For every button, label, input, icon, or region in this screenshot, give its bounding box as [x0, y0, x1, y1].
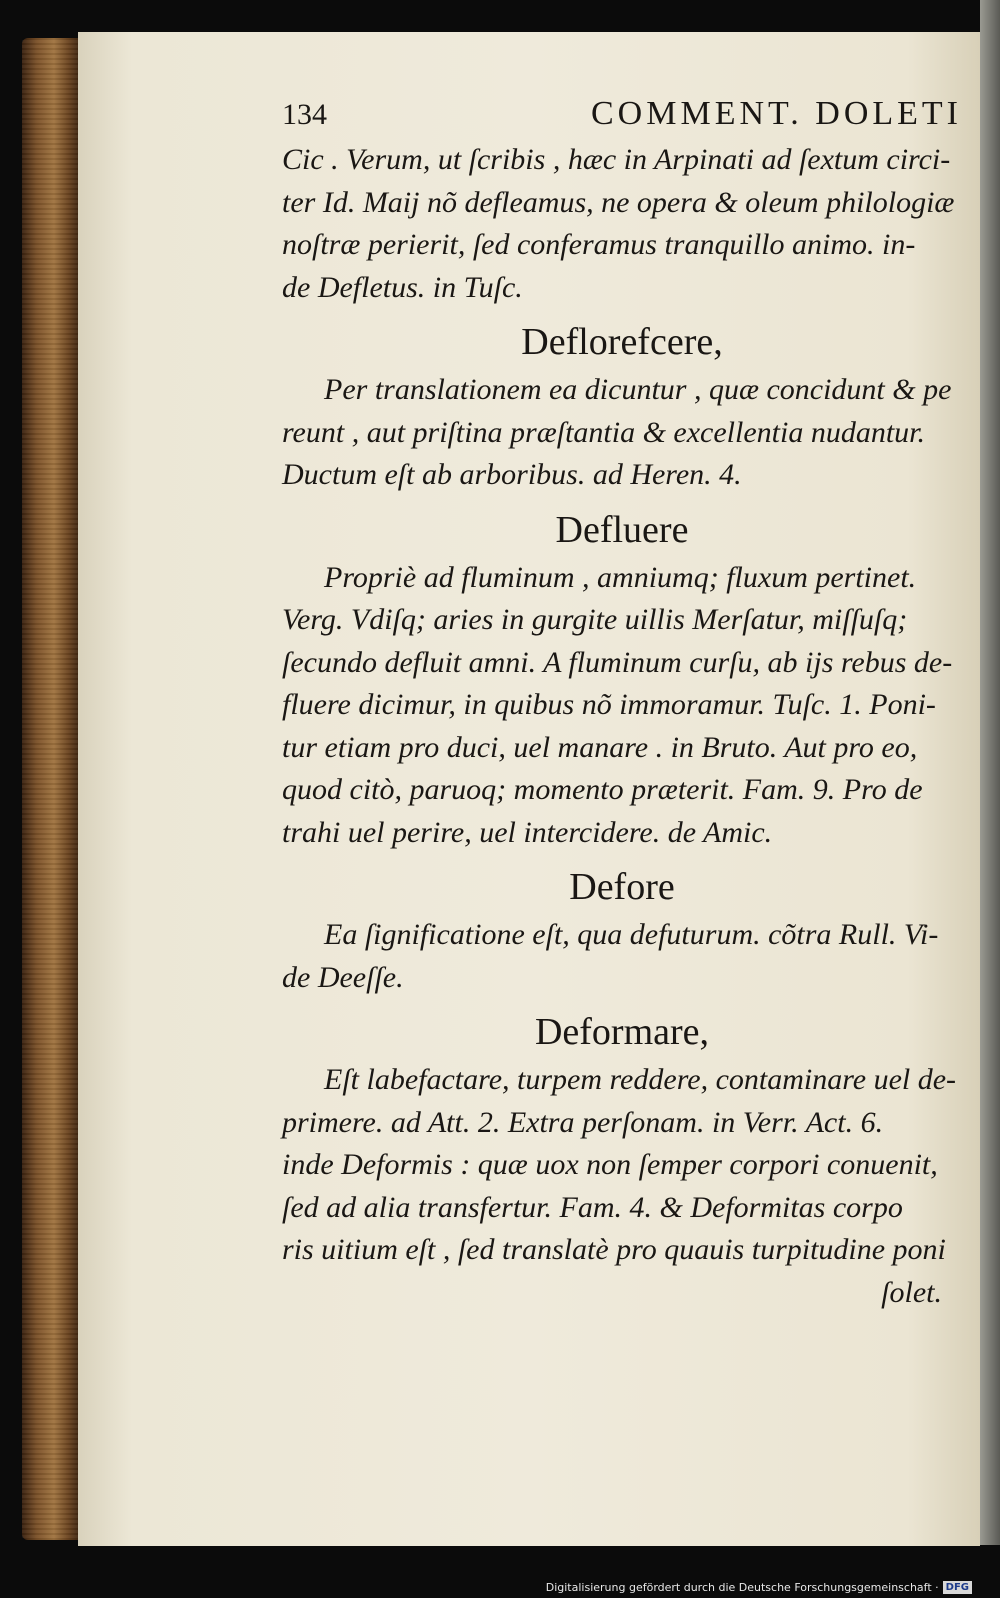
- text-line: Verg. Vdiſq; aries in gurgite uillis Merſatur, miſſuſq;: [282, 603, 908, 636]
- text-line: de Deeſſe.: [282, 960, 404, 994]
- entry-heading: Deflorefcere,: [521, 321, 723, 363]
- credit-text: Digitalisierung gefördert durch die Deutsche Forschungsgemeinschaft ·: [545, 1581, 939, 1594]
- text-line: Propriè ad fluminum , amniumq; fluxum pertinet.: [324, 560, 917, 594]
- text-line: ſecundo defluit amni. A fluminum curſu, ab ijs rebus de-: [282, 645, 953, 679]
- text-line: Ductum eſt ab arboribus. ad Heren. 4.: [282, 458, 742, 491]
- text-line: noſtræ perierit, ſed conferamus tranquillo animo. in-: [282, 228, 916, 261]
- entry-heading: Defore: [569, 866, 675, 908]
- entry-heading: Defluere: [555, 508, 689, 551]
- entry-defore: [282, 860, 962, 999]
- book-edge: [22, 38, 80, 1540]
- text-line: ſolet.: [881, 1275, 942, 1309]
- entry-deformare: [282, 1005, 962, 1314]
- text-line: ter Id. Maij nõ defleamus, ne opera & oleum philologiæ: [282, 185, 955, 219]
- text-line: inde Deformis : quæ uox non ſemper corpori conuenit,: [282, 1148, 938, 1181]
- text-line: primere. ad Att. 2. Extra perſonam. in Verr. Act. 6.: [282, 1105, 884, 1139]
- text-line: reunt , aut priſtina præſtantia & excellentia nudantur.: [282, 415, 926, 449]
- text-line: fluere dicimur, in quibus nõ immoramur. Tuſc. 1. Poni-: [282, 688, 936, 721]
- text-line: ris uitium eſt , ſed translatè pro quauis turpitudine poni: [282, 1233, 946, 1266]
- entry-defluere: [282, 503, 962, 855]
- text-line: Eſt labefactare, turpem reddere, contaminare uel de-: [324, 1063, 957, 1096]
- page-number: 134: [282, 98, 327, 131]
- text-line: tur etiam pro duci, uel manare . in Bruto. Aut pro eo,: [282, 730, 918, 764]
- running-title: COMMENT. DOLETI: [591, 95, 962, 132]
- intro-paragraph: [282, 139, 962, 309]
- text-line: Cic . Verum, ut ſcribis , hæc in Arpinati ad ſextum circi-: [282, 143, 951, 176]
- text-line: Per translationem ea dicuntur , quæ concidunt & pe: [324, 373, 952, 406]
- digitization-credit: [546, 1581, 972, 1594]
- entry-deflorescere: [282, 315, 962, 497]
- text-line: ſed ad alia transfertur. Fam. 4. & Deformitas corpo: [282, 1190, 903, 1224]
- text-line: Ea ſignificatione eſt, qua defuturum. cõtra Rull. Vi-: [324, 918, 939, 951]
- text-line: trahi uel perire, uel intercidere. de Amic.: [282, 815, 773, 849]
- text-line: quod citò, paruoq; momento præterit. Fam. 9. Pro de: [282, 773, 923, 806]
- page-content: [282, 95, 962, 1314]
- dfg-logo: DFG: [943, 1581, 972, 1594]
- running-head: [282, 95, 962, 133]
- entry-heading: Deformare,: [534, 1011, 710, 1053]
- text-line: de Defletus. in Tuſc.: [282, 270, 523, 304]
- page-edge-right: [980, 0, 1000, 1545]
